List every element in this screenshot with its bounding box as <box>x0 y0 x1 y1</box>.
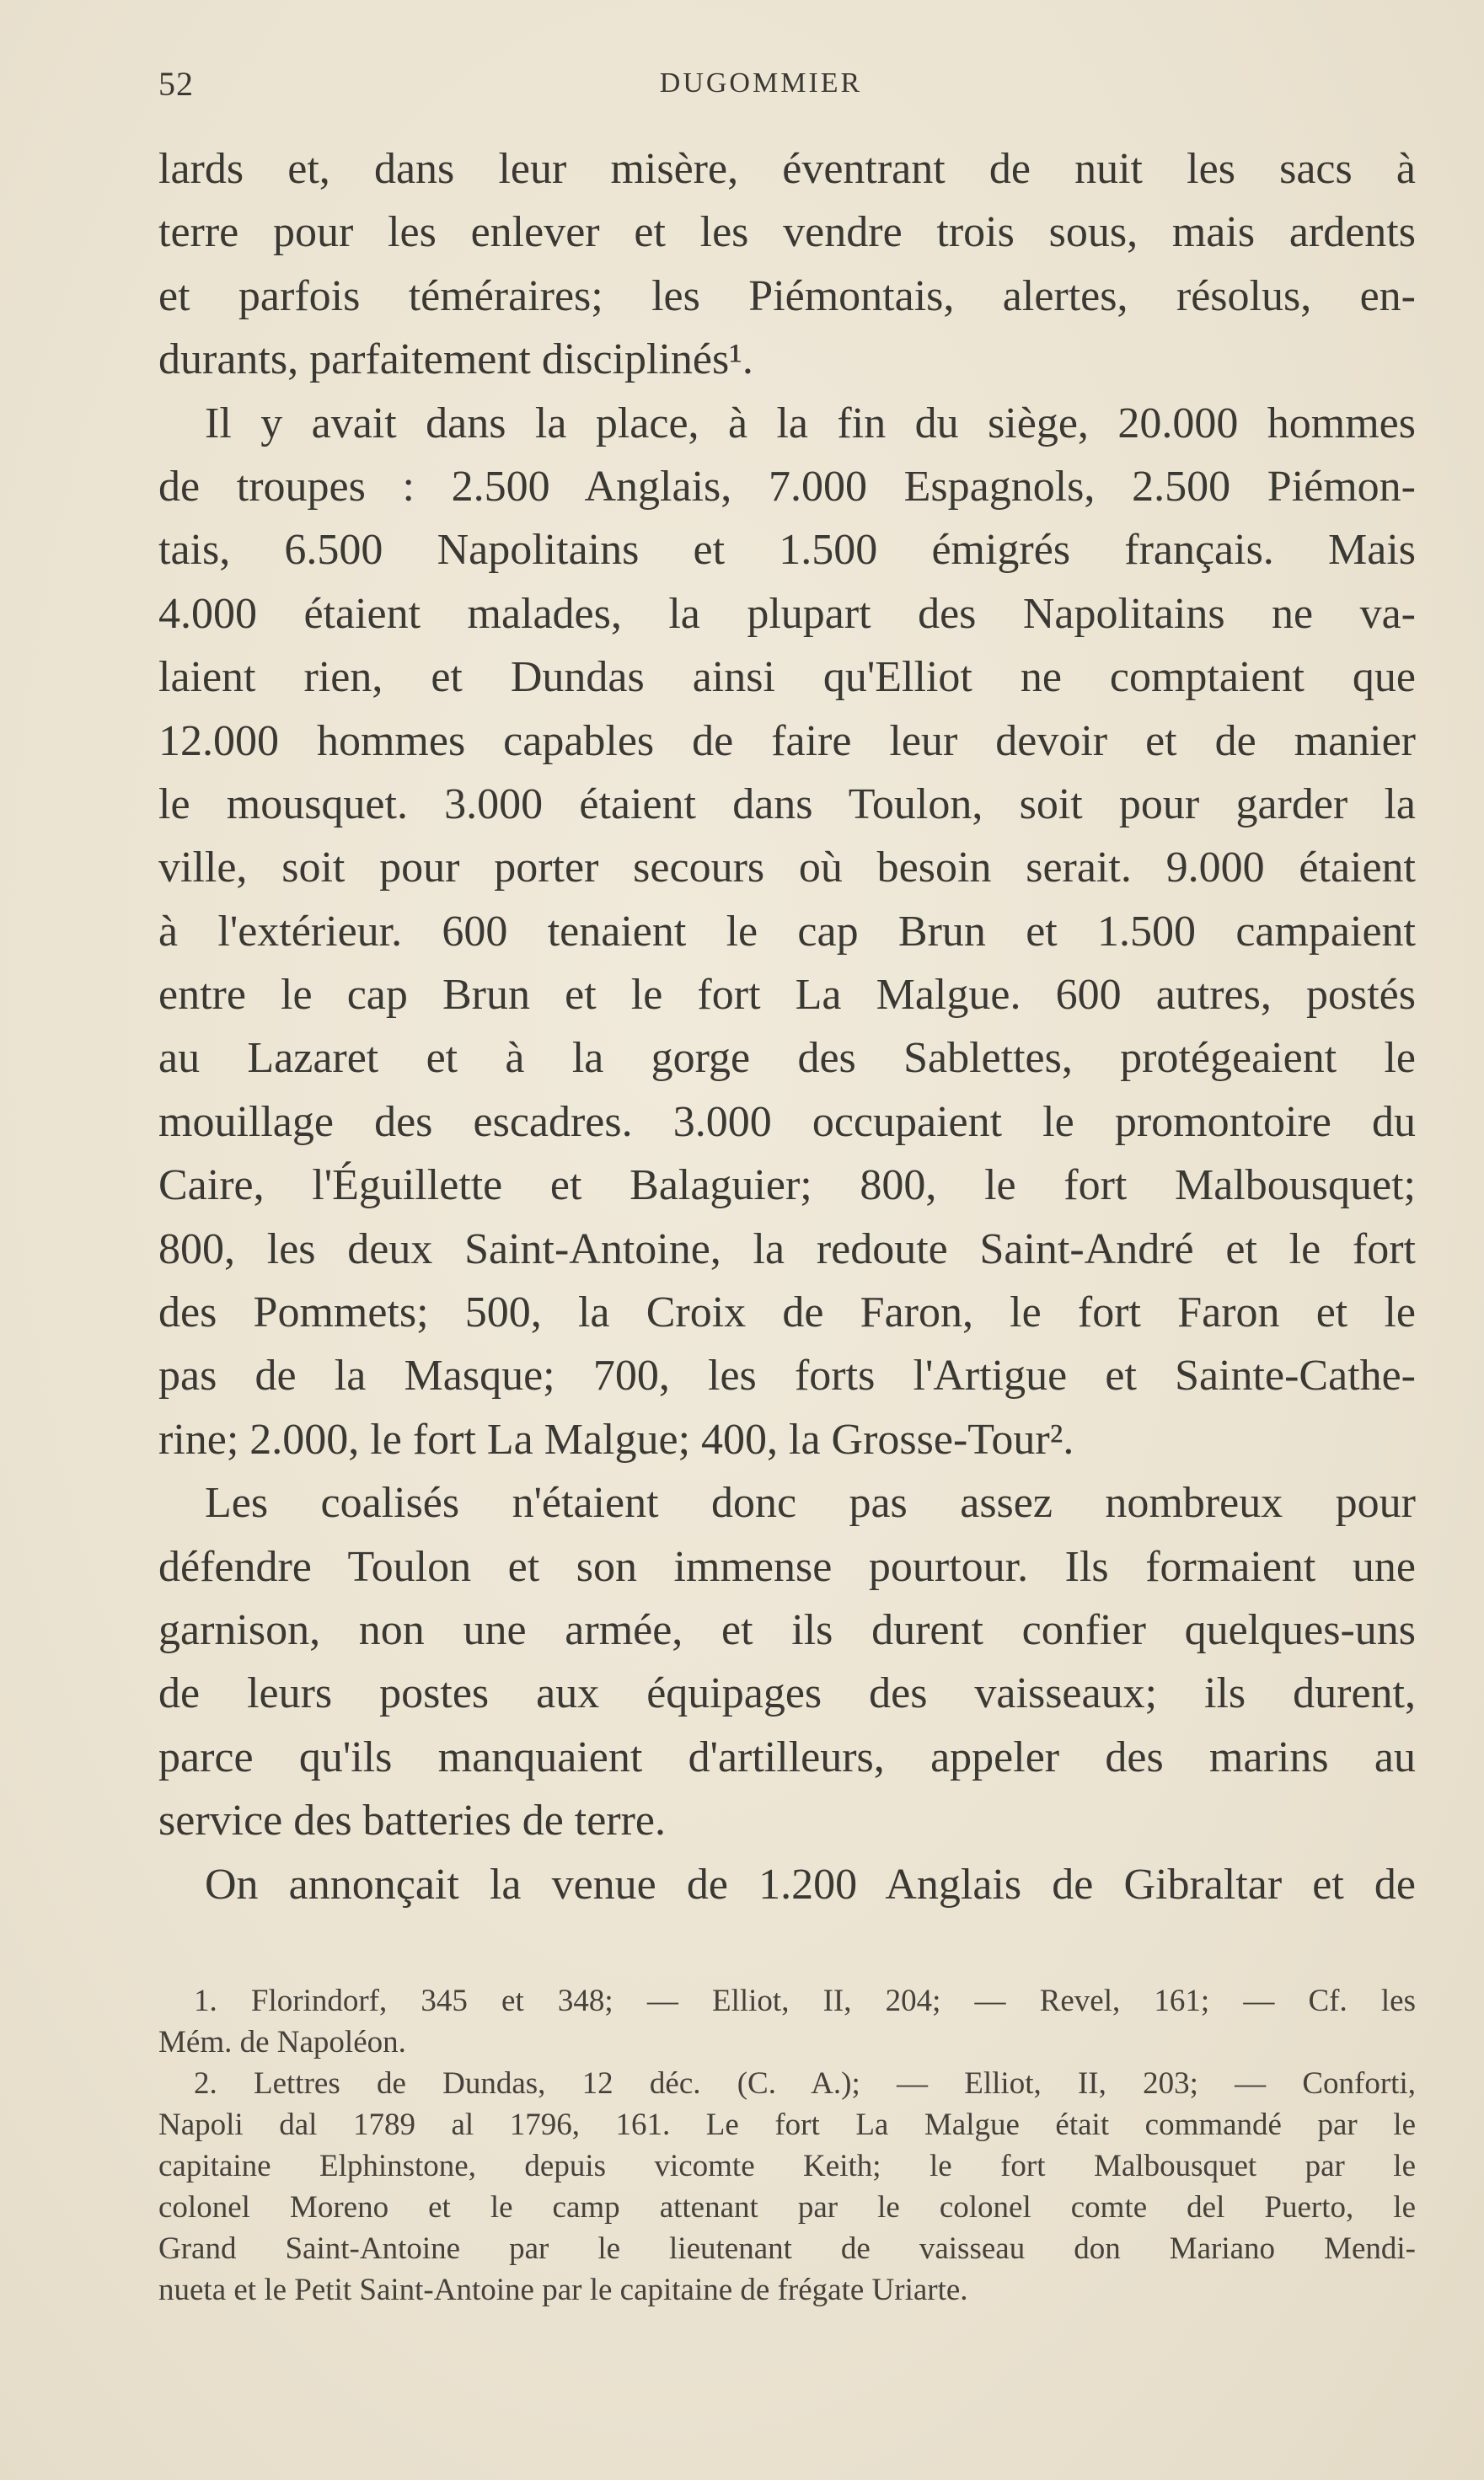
footnote-line: 2. Lettres de Dundas, 12 déc. (C. A.); — Elliot, II, 203; — Conforti, <box>194 2066 1416 2101</box>
text-line: Les coalisés n'étaient donc pas assez nombreux pour <box>205 1479 1416 1528</box>
footnote-line: capitaine Elphinstone, depuis vicomte Keith; le fort Malbousquet par le <box>158 2149 1416 2183</box>
text-line: lards et, dans leur misère, éventrant de nuit les sacs à <box>158 145 1416 193</box>
text-line: Caire, l'Éguillette et Balaguier; 800, le fort Malbousquet; <box>158 1161 1416 1210</box>
text-line: et parfois téméraires; les Piémontais, alertes, résolus, en- <box>158 271 1416 320</box>
text-line: 12.000 hommes capables de faire leur devoir et de manier <box>158 716 1416 765</box>
text-line: des Pommets; 500, la Croix de Faron, le fort Faron et le <box>158 1288 1416 1337</box>
running-title: DUGOMMIER <box>659 67 863 99</box>
text-line: Il y avait dans la place, à la fin du siège, 20.000 hommes <box>205 399 1416 447</box>
text-line: au Lazaret et à la gorge des Sablettes, protégeaient le <box>158 1034 1416 1083</box>
text-line: tais, 6.500 Napolitains et 1.500 émigrés français. Mais <box>158 526 1416 575</box>
text-line: terre pour les enlever et les vendre trois sous, mais ardents <box>158 208 1416 257</box>
text-line: On annonçait la venue de 1.200 Anglais de Gibraltar et de <box>205 1860 1416 1909</box>
text-line: le mousquet. 3.000 étaient dans Toulon, soit pour garder la <box>158 779 1416 828</box>
text-line: défendre Toulon et son immense pourtour. Ils formaient une <box>158 1542 1416 1591</box>
page-header <box>158 64 1363 115</box>
footnote-line: colonel Moreno et le camp attenant par le colonel comte del Puerto, le <box>158 2190 1416 2225</box>
text-line: mouillage des escadres. 3.000 occupaient le promontoire du <box>158 1097 1416 1146</box>
footnote-line: Grand Saint-Antoine par le lieutenant de vaisseau don Mariano Mendi- <box>158 2231 1416 2266</box>
footnotes <box>158 1980 1416 2311</box>
text-line: durants, parfaitement disciplinés¹. <box>158 335 753 384</box>
text-line: 800, les deux Saint-Antoine, la redoute Saint-André et le fort <box>158 1224 1416 1273</box>
main-text <box>158 137 1416 1916</box>
footnote-line: Napoli dal 1789 al 1796, 161. Le fort La Malgue était commandé par le <box>158 2108 1416 2142</box>
text-line: service des batteries de terre. <box>158 1797 667 1845</box>
text-line: garnison, non une armée, et ils durent confier quelques-uns <box>158 1605 1416 1654</box>
footnote-line: 1. Florindorf, 345 et 348; — Elliot, II, 204; — Revel, 161; — Cf. les <box>194 1984 1416 2018</box>
text-line: laient rien, et Dundas ainsi qu'Elliot ne comptaient que <box>158 653 1416 702</box>
text-line: de leurs postes aux équipages des vaisseaux; ils durent, <box>158 1669 1416 1718</box>
text-line: rine; 2.000, le fort La Malgue; 400, la Grosse-Tour². <box>158 1415 1074 1464</box>
text-line: 4.000 étaient malades, la plupart des Napolitains ne va- <box>158 589 1416 638</box>
page-number: 52 <box>158 65 194 103</box>
text-line: ville, soit pour porter secours où besoin serait. 9.000 étaient <box>158 844 1416 892</box>
text-line: entre le cap Brun et le fort La Malgue. 600 autres, postés <box>158 971 1416 1020</box>
text-line: pas de la Masque; 700, les forts l'Artigue et Sainte-Cathe- <box>158 1352 1416 1401</box>
text-line: de troupes : 2.500 Anglais, 7.000 Espagnols, 2.500 Piémon- <box>158 462 1416 511</box>
text-line: parce qu'ils manquaient d'artilleurs, appeler des marins au <box>158 1733 1416 1781</box>
text-line: à l'extérieur. 600 tenaient le cap Brun et 1.500 campaient <box>158 907 1416 956</box>
footnote-line: nueta et le Petit Saint-Antoine par le capitaine de frégate Uriarte. <box>158 2273 968 2307</box>
footnote-line: Mém. de Napoléon. <box>158 2025 406 2060</box>
